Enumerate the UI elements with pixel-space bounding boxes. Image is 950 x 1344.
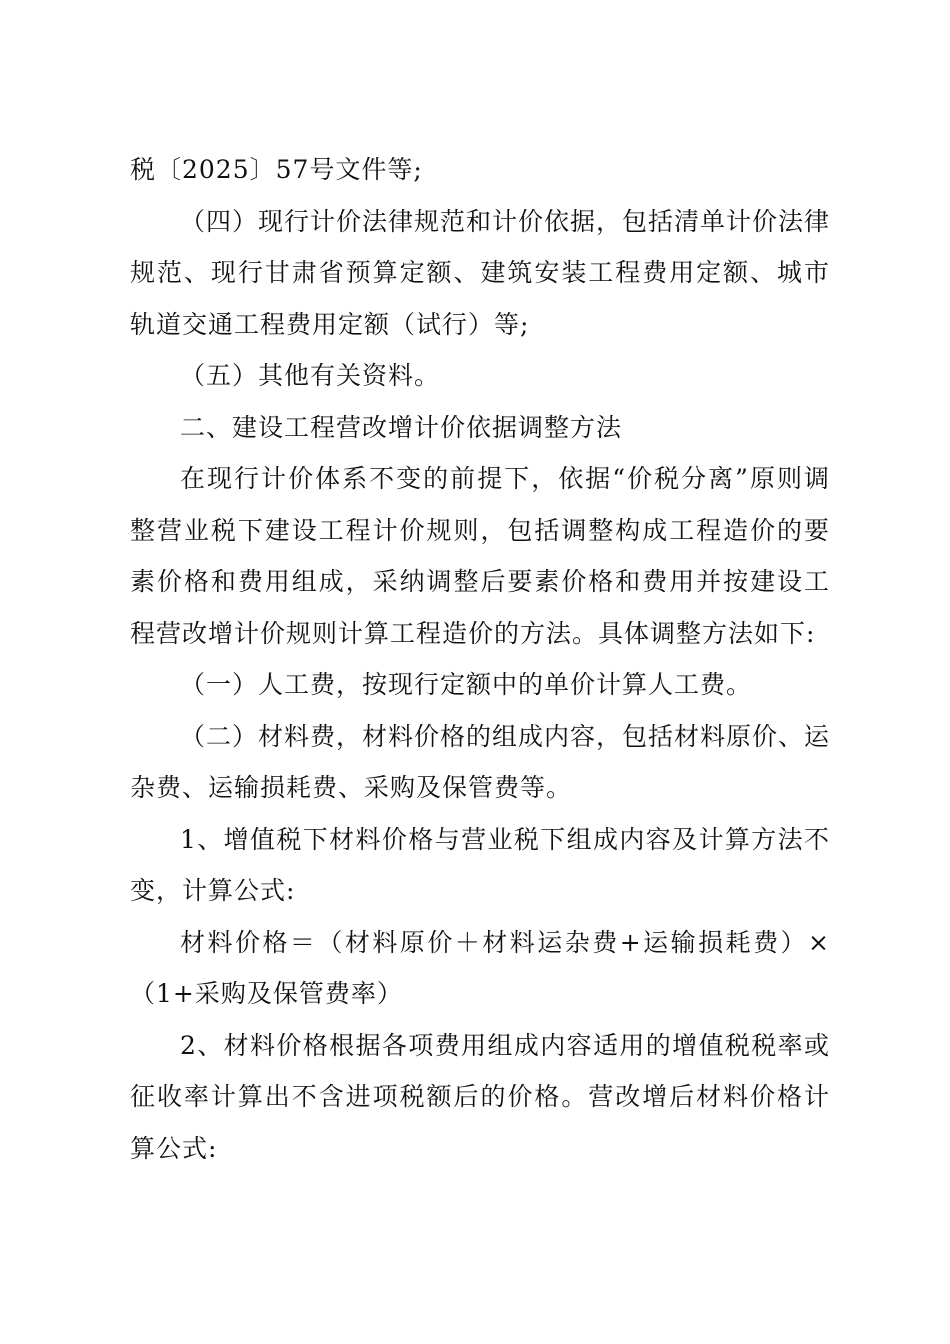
section-heading-2: 二、建设工程营改增计价依据调整方法	[180, 412, 623, 442]
paragraph-continuation: 税〔2025〕57号文件等;	[130, 155, 423, 184]
paragraph-material-rule-1: 1、增值税下材料价格与营业税下组成内容及计算方法不变，计算公式:	[130, 824, 830, 905]
paragraph-adjustment-intro: 在现行计价体系不变的前提下，依据“价税分离”原则调整营业税下建设工程计价规则，包括调整构成工程造价的要素价格和费用组成，采纳调整后要素价格和费用并按建设工程营改增计价规则计算工程造价的方法。具体调整方法如下:	[130, 464, 830, 648]
paragraph-material-cost: （二）材料费，材料价格的组成内容，包括材料原价、运杂费、运输损耗费、采购及保管费等。	[130, 721, 831, 802]
paragraph-item-5: （五）其他有关资料。	[180, 361, 441, 390]
paragraph-material-rule-2: 2、材料价格根据各项费用组成内容适用的增值税税率或征收率计算出不含进项税额后的价格。营改增后材料价格计算公式:	[130, 1030, 830, 1163]
document-body	[130, 144, 830, 1174]
paragraph-labor-cost: （一）人工费，按现行定额中的单价计算人工费。	[180, 670, 753, 699]
paragraph-item-4: （四）现行计价法律规范和计价依据，包括清单计价法律规范、现行甘肃省预算定额、建筑安装工程费用定额、城市轨道交通工程费用定额（试行）等;	[130, 206, 831, 339]
paragraph-material-formula: 材料价格＝（材料原价＋材料运杂费+运输损耗费）×（1+采购及保管费率）	[130, 927, 830, 1008]
